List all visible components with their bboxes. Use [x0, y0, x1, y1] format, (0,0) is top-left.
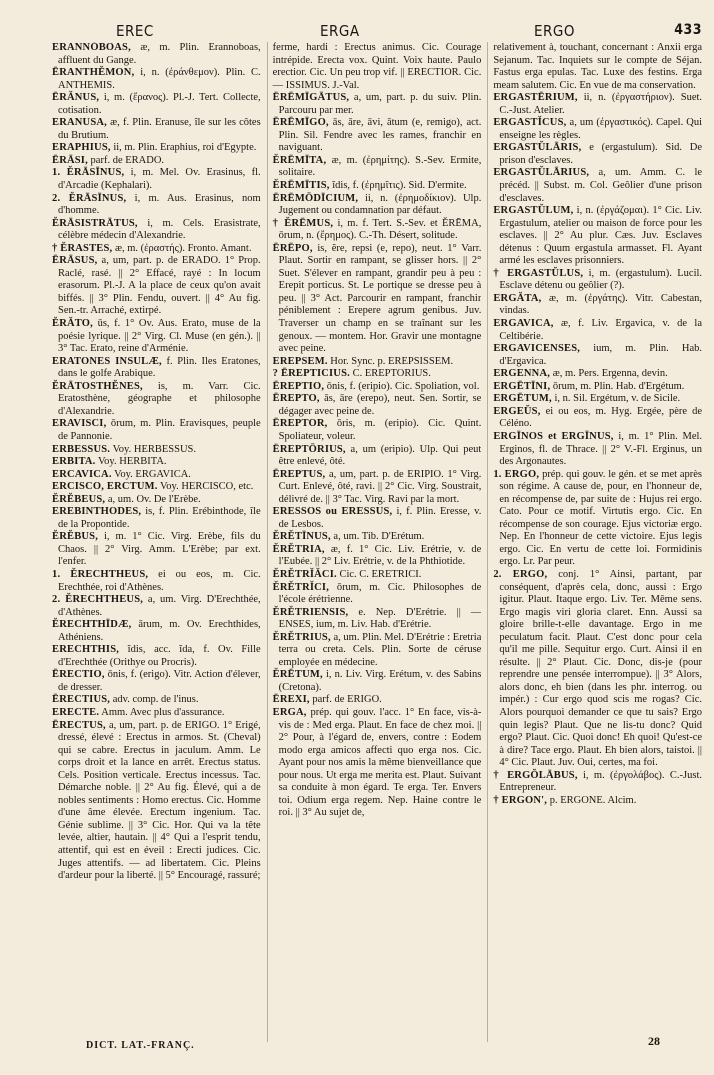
entry-definition: i, m. (ergastulum). Lucil. Esclave détenu ou geôlier (?). — [499, 267, 703, 292]
entry-definition: æ, m. (ἐργάτης). Vitr. Cabestan, vindas. — [499, 292, 703, 317]
entry-headword: ĔRĔTRĬCI, — [272, 581, 330, 593]
entry-headword: ERBESSUS. — [52, 443, 111, 455]
entry-headword: 2. ĔRECHTHEUS, — [52, 594, 144, 606]
dictionary-entry — [493, 205, 702, 268]
entry-definition: f. Plin. Iles Eratones, dans le golfe Arabique. — [58, 355, 261, 380]
entry-definition: i, m. Aus. Erasinus, nom d'homme. — [58, 192, 261, 217]
entry-definition: ūs, f. 1° Ov. Aus. Erato, muse de la poésie lyrique. || 2° Virg. Cl. Muse (en gén.). || 3° Tac. Erato, reine d'Arménie. — [58, 318, 261, 355]
entry-definition: Voy. ERGAVICA. — [114, 468, 191, 480]
entry-headword: ĒREPTOR, — [272, 418, 328, 430]
entry-headword: ĒRĒMŌDĪCIUM, — [272, 192, 359, 204]
entry-headword: ĒRĀSI, — [52, 154, 88, 166]
entry-definition: ās, āre, āvi, ātum (e, remigo), act. Plin. Sil. Fendre avec les rames, franchir en naviguant. — [278, 117, 482, 154]
entry-headword: ERBITA. — [52, 456, 96, 468]
entry-headword: ĒRĂNUS, — [52, 92, 100, 104]
entry-headword: ERANUSA, — [52, 117, 107, 129]
entry-definition: Voy. HERBITA. — [97, 456, 167, 468]
dictionary-entry — [52, 255, 261, 318]
entry-definition: adv. comp. de l'inus. — [112, 694, 199, 706]
dictionary-entry — [52, 707, 261, 720]
entry-definition: ōnis, f. (eripio). Cic. Spoliation, vol. — [326, 380, 480, 392]
entry-definition: a, um, part. p. de ERIPIO. 1° Virg. Curt. Enlevé, ôté, ravi. || 2° Cic. Virg. Soustrait, délivré de. || 3° Tac. Virg. Ravi par la mort. — [278, 468, 482, 505]
dictionary-entry — [52, 155, 261, 168]
entry-headword: ĔRĔTRIUS, — [272, 631, 331, 643]
entry-definition: Amm. Avec plus d'assurance. — [101, 706, 225, 718]
entry-definition: a, um (eripio). Ulp. Qui peut être enlevé, ôté. — [278, 443, 482, 468]
dictionary-entry — [52, 117, 261, 142]
entry-definition: a, um, part. p. du suiv. Plin. Parcouru par mer. — [278, 92, 482, 116]
entry-definition: ii, n. (ἐρημοδίκιον). Ulp. Jugement ou condamnation par défaut. — [278, 192, 482, 217]
dictionary-entry — [52, 456, 261, 469]
entry-headword: ĔRĔTRIENSIS, — [272, 606, 349, 618]
dictionary-entry — [52, 594, 261, 619]
entry-definition: æ, f. Plin. Eranuse, île sur les côtes du Brutium. — [58, 117, 261, 141]
entry-headword: ĔRĒMĪTA, — [272, 154, 327, 166]
entry-definition: æ, m. Plin. Erannoboas, affluent du Gange. — [58, 42, 261, 66]
entry-definition: a, um. Tib. D'Erétum. — [333, 531, 425, 543]
entry-headword: † ĔRĒMUS, — [272, 217, 334, 229]
entry-headword: ĒRECTIO, — [52, 669, 105, 681]
dictionary-entry — [273, 418, 482, 443]
dictionary-entry — [52, 494, 261, 507]
entry-definition: i, m. 1° Cic. Virg. Erèbe, fils du Chaos. || 2° Virg. Amm. L'Erèbe; par ext. l'enfer. — [58, 531, 261, 568]
dictionary-entry — [52, 444, 261, 457]
entry-headword: 1. ĔRECHTHEUS, — [52, 568, 149, 580]
entry-headword: 2. ĔRĀSĪNUS, — [52, 192, 127, 204]
dictionary-entry — [493, 318, 702, 343]
dictionary-entry — [493, 431, 702, 469]
dictionary-entry — [493, 268, 702, 293]
entry-headword: ĒREPTŌRIUS, — [272, 443, 346, 455]
dictionary-entry — [52, 218, 261, 243]
dictionary-entry — [493, 368, 702, 381]
dictionary-entry — [273, 218, 482, 243]
entry-definition: æ, f. 1° Cic. Liv. Erétrie, v. de l'Eubée. || 2° Liv. Erétrie, v. de la Phthiotide. — [278, 543, 482, 568]
entry-headword: ERGASTŬLĀRIS, — [493, 142, 582, 154]
dictionary-entry — [273, 569, 482, 582]
entry-headword: † ERGŎLĀBUS, — [493, 769, 578, 781]
dictionary-entry — [52, 243, 261, 256]
entry-headword: ĔRĂTO, — [52, 318, 93, 330]
dictionary-entry — [273, 393, 482, 418]
entry-headword: ĒRĀSUS, — [52, 255, 98, 267]
page-number: 433 — [674, 22, 702, 38]
entry-headword: ĔRĒMĪTIS, — [272, 180, 330, 192]
dictionary-entry — [52, 619, 261, 644]
page-footer — [52, 1034, 702, 1060]
dictionary-entry — [273, 243, 482, 356]
column-1 — [52, 42, 261, 1042]
entry-definition: æ, m. Pers. Ergenna, devin. — [552, 368, 668, 380]
dictionary-entry — [273, 694, 482, 707]
entry-definition: a, um. Virg. D'Erechthée, d'Athènes. — [58, 594, 261, 618]
dictionary-entry — [493, 42, 702, 92]
entry-headword: ĒREPTUS, — [272, 468, 326, 480]
dictionary-entry — [52, 720, 261, 883]
entry-headword: † ERGON', — [493, 794, 548, 806]
entry-headword: ĒREPTIO, — [272, 380, 325, 392]
dictionary-entry — [52, 356, 261, 381]
entry-definition: ei ou eos, m. Hyg. Ergée, père de Céléno. — [499, 405, 703, 430]
dictionary-entry — [273, 92, 482, 117]
entry-definition: ferme, hardi : Erectus animus. Cic. Courage intrépide. Erecta vox. Quint. Voix haute. Paulo erectior. Cic. Un peu trop vif. || ERECTIOR. Cic. — ISSIMUS. J.-Val. — [272, 42, 482, 91]
dictionary-entry — [273, 42, 482, 92]
dictionary-entry — [52, 92, 261, 117]
dictionary-entry — [52, 506, 261, 531]
entry-definition: prép. qui gouv. le gén. et se met après son régime. A cause de, pour, en l'honneur de, en récompense de, par suite de : Hujus rei ergo. Cato. Pour ce motif. Virtutis ergo. Cic. En récompense de son courage. Ejus victoriæ ergo. Nep. En l'honneur de cette victoire. Ejus legis ergo. Cic. En vertu de cette loi. Formidinis ergo. Lr. Par peur. — [499, 468, 703, 568]
entry-definition: p. ERGONE. Alcim. — [549, 794, 637, 806]
dictionary-entry — [52, 167, 261, 192]
entry-headword: EREPSEM. — [272, 355, 328, 367]
entry-definition: ōnis, f. (erigo). Vitr. Action d'élever, de dresser. — [58, 669, 261, 693]
entry-definition: Voy. HERBESSUS. — [112, 443, 197, 455]
dictionary-entry — [273, 180, 482, 193]
entry-definition: relativement à, touchant, concernant : Anxii erga Sejanum. Tac. Inquiets sur le compte de Séjan. Fastus erga epulas. Tac. Luxe des festins. Erga meam salutem. Cic. En vue de ma conservation. — [493, 42, 703, 91]
dictionary-entry — [273, 669, 482, 694]
entry-definition: i, m. (ἔρανος). Pl.-J. Tert. Collecte, cotisation. — [58, 92, 261, 116]
entry-headword: ERCISCO, ERCTUM. — [52, 481, 158, 493]
entry-headword: ERGASTŬLĀRIUS, — [493, 167, 590, 179]
entry-headword: EREBINTHODES, — [52, 506, 142, 518]
entry-definition: ĭdis, acc. ĭda, f. Ov. Fille d'Erechthée (Orithye ou Procris). — [58, 644, 261, 668]
entry-headword: ERANNŎBOAS, — [52, 42, 131, 53]
dictionary-entry — [52, 469, 261, 482]
entry-headword: 1. ERGO, — [493, 468, 540, 480]
entry-headword: ĒRĒMĪGĀTUS, — [272, 92, 350, 104]
entry-headword: ĔRĔBEUS, — [52, 493, 106, 505]
entry-definition: ōrum, m. Cic. Philosophes de l'école érétrienne. — [278, 581, 482, 606]
dictionary-entry — [52, 669, 261, 694]
dictionary-entry — [493, 393, 702, 406]
entry-headword: ERGĒTĪNI, — [493, 380, 551, 392]
signature-mark: DICT. LAT.-FRANÇ. — [86, 1040, 195, 1051]
entry-headword: ERGĪNOS et ERGĪNUS, — [493, 430, 614, 442]
entry-headword: ERGAVICENSES, — [493, 343, 581, 355]
entry-headword: ĔRĔTRĬĂCI. — [272, 568, 337, 580]
dictionary-entry — [273, 117, 482, 155]
entry-definition: a, um. Amm. C. le précéd. || Subst. m. Col. Geôlier d'une prison d'esclaves. — [499, 167, 703, 204]
entry-definition: ōrum, m. Plin. Hab. d'Ergétum. — [552, 380, 685, 392]
entry-headword: ERAPHIUS, — [52, 142, 111, 154]
entry-headword: ĒRECTIUS, — [52, 694, 111, 706]
running-header — [52, 22, 702, 44]
dictionary-entry — [493, 117, 702, 142]
entry-definition: prép. qui gouv. l'acc. 1° En face, vis-à-vis de : Med erga. Plaut. En face de chez moi. || 2° Pour, à l'égard de, envers, contre : Eodem modo erga amicos affecti quo erga nos. Cic. Ayant pour nos amis la même bienveillance que pour nous. Ut erga me merita est. Plaut. Suivant sa conduite à mon égard. Te erga. Ter. Envers toi. Odium erga regem. Nep. Haine contre le roi. || 3° Au sujet de, — [278, 706, 482, 819]
dictionary-entry — [52, 42, 261, 67]
dictionary-entry — [273, 707, 482, 820]
entry-headword: ERGASTŬLUM, — [493, 205, 574, 217]
column-3 — [487, 42, 702, 1042]
entry-headword: ERECHTHIS, — [52, 644, 120, 656]
entry-definition: is, m. Varr. Cic. Eratosthène, géographe et philosophe d'Alexandrie. — [58, 380, 261, 417]
entry-definition: parf. de ERIGO. — [312, 694, 382, 706]
entry-headword: ERGAVICA, — [493, 318, 554, 330]
dictionary-entry — [273, 381, 482, 394]
dictionary-entry — [273, 356, 482, 369]
entry-definition: i, m. 1° Plin. Mel. Erginos, fl. de Thrace. || 2° V.-Fl. Erginus, un des Argonautes. — [499, 430, 703, 468]
entry-definition: C. EREPTORIUS. — [352, 368, 431, 380]
entry-headword: ĔRĔBUS, — [52, 531, 99, 543]
dictionary-entry — [52, 67, 261, 92]
entry-definition: is, ĕre, repsi (e, repo), neut. 1° Varr. Plaut. Sortir en rampant, se glisser hors. || 2° Suet. S'élever en rampant, grandir peu à peu : Erepit porticus. St. Le portique se dresse peu à peu. || 3° Act. Parcourir en rampant, franchir péniblement : Erepere agrum genibus. Juv. Traverser un champ en se traînant sur les genoux. — montem. Hor. Gravir une montagne avec peine. — [278, 242, 482, 355]
entry-headword: † ERGASTŬLUS, — [493, 267, 584, 279]
entry-headword: ERGENNA, — [493, 368, 551, 380]
entry-definition: ii, m. Plin. Eraphius, roi d'Egypte. — [113, 142, 257, 154]
dictionary-entry — [273, 607, 482, 632]
entry-definition: a, um. Ov. De l'Erèbe. — [107, 493, 201, 505]
entry-definition: i, m. Mel. Ov. Erasinus, fl. d'Arcadie (Kephalari). — [58, 167, 261, 192]
entry-definition: is, f. Plin. Erébinthode, île de la Propontide. — [58, 506, 261, 530]
dictionary-entry — [493, 92, 702, 117]
entry-definition: e (ergastulum). Sid. De prison d'esclaves. — [499, 142, 703, 166]
entry-definition: ās, āre (erepo), neut. Sen. Sortir, se dégager avec peine de. — [278, 393, 482, 417]
dictionary-entry — [493, 770, 702, 795]
header-center-word: ERGA — [320, 22, 360, 40]
entry-headword: ĒREXI, — [272, 694, 310, 706]
entry-headword: 1. ĔRĀSĪNUS, — [52, 167, 125, 179]
entry-headword: ĔRĒTUM, — [272, 669, 323, 681]
entry-headword: ERGASTĒRIUM, — [493, 92, 578, 104]
entry-headword: ĔRĔTRIA, — [272, 543, 325, 555]
entry-definition: æ, m. (ἐρημίτης). S.-Sev. Ermite, solitaire. — [278, 154, 482, 179]
dictionary-entry — [273, 531, 482, 544]
header-left-word: EREC — [116, 22, 154, 40]
entry-definition: i, n. Sil. Ergétum, v. de Sicile. — [554, 393, 681, 405]
entry-headword: † ĔRASTES, — [52, 242, 113, 254]
entry-definition: æ, m. (ἐραστής). Fronto. Amant. — [114, 242, 252, 254]
entry-definition: ium, m. Plin. Hab. d'Ergavica. — [499, 343, 703, 367]
entry-headword: ? ĒREPTICIUS. — [272, 368, 350, 380]
entry-definition: conj. 1° Ainsi, partant, par conséquent, d'après cela, donc, aussi : Ergo igitur. Plaut. Itaque ergo. Liv. Ter. Même sens. Ergo magis viri gloria claret. Enn. Aussi sa gloire brille-t-elle davantage. Ergo in me peculatum facit. Plaut. C'est donc pour cela qu'il me pille. Sequitur ergo. Curt. Ainsi il en résulte. || 2° Plaut. Cic. Donc, dis-je (pour reprendre une pensée interrompue). || 3° Alors, alors donc, eh bien (dans les phr. interrog. ou impér.) : Cur ergo quod scis me rogas? Cic. Alors pourquoi demander ce que tu sais? Ergo quin legis? Plaut. Que ne lis-tu donc? Quid ergo? Plaut. Cic. Quoi donc! Eh quoi! Qu'est-ce à dire? Tace ergo. Plaut. Eh bien alors, taistoi. || 4° Cic. Plaut. Juv. Oui, certes, ma foi. — [499, 568, 703, 769]
dictionary-entry — [273, 544, 482, 569]
dictionary-entry — [52, 381, 261, 419]
column-2 — [267, 42, 482, 1042]
entry-definition: i, f. Plin. Eresse, v. de Lesbos. — [278, 506, 482, 530]
dictionary-entry — [493, 569, 702, 770]
dictionary-entry — [273, 469, 482, 507]
entry-definition: a, um. Plin. Mel. D'Erétrie : Eretria terra ou creta. Cels. Plin. Sorte de céruse employée en médecine. — [278, 631, 482, 668]
entry-headword: ĒRĒPO, — [272, 242, 313, 254]
entry-definition: ei ou eos, m. Cic. Erechthée, roi d'Athènes. — [58, 568, 261, 593]
dictionary-entry — [52, 418, 261, 443]
entry-definition: æ, f. Liv. Ergavica, v. de la Celtibérie. — [499, 318, 703, 342]
dictionary-entry — [273, 632, 482, 670]
entry-definition: i, n. Liv. Virg. Erétum, v. des Sabins (Cretona). — [278, 669, 482, 693]
entry-headword: ĒRĒMĪGO, — [272, 117, 329, 129]
entry-headword: ĔRECHTHĪDÆ, — [52, 619, 132, 631]
entry-headword: ĒRECTUS, — [52, 719, 106, 731]
entry-definition: ōris, m. (eripio). Cic. Quint. Spoliateur, voleur. — [278, 418, 482, 442]
entry-definition: a, um, part. p. de ERADO. 1° Prop. Raclé, rasé. || 2° Effacé, rayé : In locum erasorum. Pl.-J. A la place de ceux qu'on avait biffés. || 3° Plin. Fendu, ouvert. || 4° Au fig. Sen.-tr. Arraché, extirpé. — [58, 255, 261, 317]
dictionary-entry — [273, 368, 482, 381]
dictionary-entry — [52, 318, 261, 356]
entry-headword: 2. ERGO, — [493, 568, 548, 580]
text-columns — [52, 42, 702, 1042]
entry-definition: i, m. (ἐργολάβος). C.-Just. Entrepreneur. — [499, 769, 702, 794]
entry-definition: Voy. HERCISCO, etc. — [160, 481, 254, 493]
entry-definition: a, um, part. p. de ERIGO. 1° Erigé, dressé, élevé : Erectus in armos. St. (Cheval) qui se cabre. Erectus in jaculum. Amm. Le corps droit et la lance en arrêt. Erectus status. Cels. Position verticale. Erectus incessus. Tac. Démarche noble. || 2° Au fig. Élevé, qui a de nobles sentiments : Homo erectus. Cic. Homme d'une âme élevée. Erectum ingenium. Tac. Génie sublime. || 3° Cic. Hor. Qui va la tête levée, altier, hautain. || 4° Qui a l'esprit tendu, attentif, qui est en éveil : Erecti judices. Cic. Juges attentifs. — ad libertatem. Cic. Pleins d'ardeur pour la liberté. || 5° Encouragé, rassuré; — [58, 719, 261, 882]
dictionary-entry — [493, 167, 702, 205]
entry-definition: i, n. (ἐργάζομαι). 1° Cic. Liv. Ergastulum, atelier ou maison de force pour les esclaves. || 2° Au plur. Cæs. Juv. Esclaves détenus : Quum ergastula armasset. Fl. Ayant armé les esclaves prisonniers. — [499, 205, 703, 267]
dictionary-entry — [273, 193, 482, 218]
entry-headword: ĔRĀTOSTHĔNES, — [52, 380, 143, 392]
entry-definition: parf. de ERADO. — [90, 154, 165, 166]
entry-definition: ii, n. (ἐργαστήριον). Suet. C.-Just. Atelier. — [499, 92, 703, 116]
dictionary-entry — [52, 644, 261, 669]
dictionary-entry — [493, 293, 702, 318]
entry-headword: ĔRĔTĪNUS, — [272, 531, 331, 543]
dictionary-entry — [273, 444, 482, 469]
entry-headword: ĒREPTO, — [272, 393, 320, 405]
dictionary-entry — [493, 795, 702, 808]
entry-definition: i, m. f. Tert. S.-Sev. et ĔRĒMA, ōrum, n. (ἔρημος). C.-Th. Désert, solitude. — [278, 217, 482, 242]
dictionary-entry — [52, 481, 261, 494]
entry-headword: ERATONES INSULÆ, — [52, 355, 162, 367]
dictionary-entry — [273, 582, 482, 607]
entry-definition: ārum, m. Ov. Erechthides, Athéniens. — [58, 619, 261, 643]
entry-headword: ERGĂTA, — [493, 292, 542, 304]
dictionary-entry — [493, 142, 702, 167]
dictionary-entry — [52, 694, 261, 707]
dictionary-entry — [493, 343, 702, 368]
dictionary-entry — [493, 469, 702, 569]
dictionary-entry — [493, 381, 702, 394]
entry-headword: ERCAVICA. — [52, 468, 112, 480]
dictionary-entry — [52, 569, 261, 594]
entry-definition: i, n. (ἐράνθεμον). Plin. C. ANTHEMIS. — [58, 67, 261, 91]
dictionary-entry — [493, 406, 702, 431]
entry-headword: ERAVISCI, — [52, 418, 107, 430]
entry-definition: e. Nep. D'Erétrie. || — ENSES, ium, m. Liv. Hab. d'Erétrie. — [278, 606, 482, 631]
dictionary-entry — [52, 531, 261, 569]
dictionary-entry — [52, 142, 261, 155]
entry-definition: a, um (ἐργαστικός). Capel. Qui enseigne les règles. — [499, 117, 703, 141]
entry-definition: Hor. Sync. p. EREPSISSEM. — [330, 355, 454, 367]
entry-definition: Cic. C. ERETRICI. — [339, 568, 422, 580]
entry-headword: ERGASTĬCUS, — [493, 117, 567, 129]
dictionary-entry — [273, 155, 482, 180]
entry-definition: i, m. Cels. Erasistrate, célèbre médecin d'Alexandrie. — [58, 217, 261, 242]
entry-headword: ERGĒTUM, — [493, 393, 552, 405]
dictionary-entry — [52, 193, 261, 218]
entry-headword: ERGA, — [272, 706, 307, 718]
entry-definition: ĭdis, f. (ἐρημῖτις). Sid. D'ermite. — [332, 180, 467, 192]
entry-headword: ERECTE. — [52, 706, 100, 718]
entry-headword: ERGEŬS, — [493, 405, 541, 417]
entry-headword: ĔRĀSISTRĀTUS, — [52, 217, 138, 229]
entry-headword: ERESSOS ou ERESSUS, — [272, 506, 393, 518]
entry-definition: ōrum, m. Plin. Eravisques, peuple de Pannonie. — [58, 418, 261, 442]
dictionary-entry — [273, 506, 482, 531]
entry-headword: ĒRANTHĔMON, — [52, 67, 135, 79]
folio-number: 28 — [648, 1034, 660, 1048]
header-right-word: ERGO — [534, 22, 575, 40]
